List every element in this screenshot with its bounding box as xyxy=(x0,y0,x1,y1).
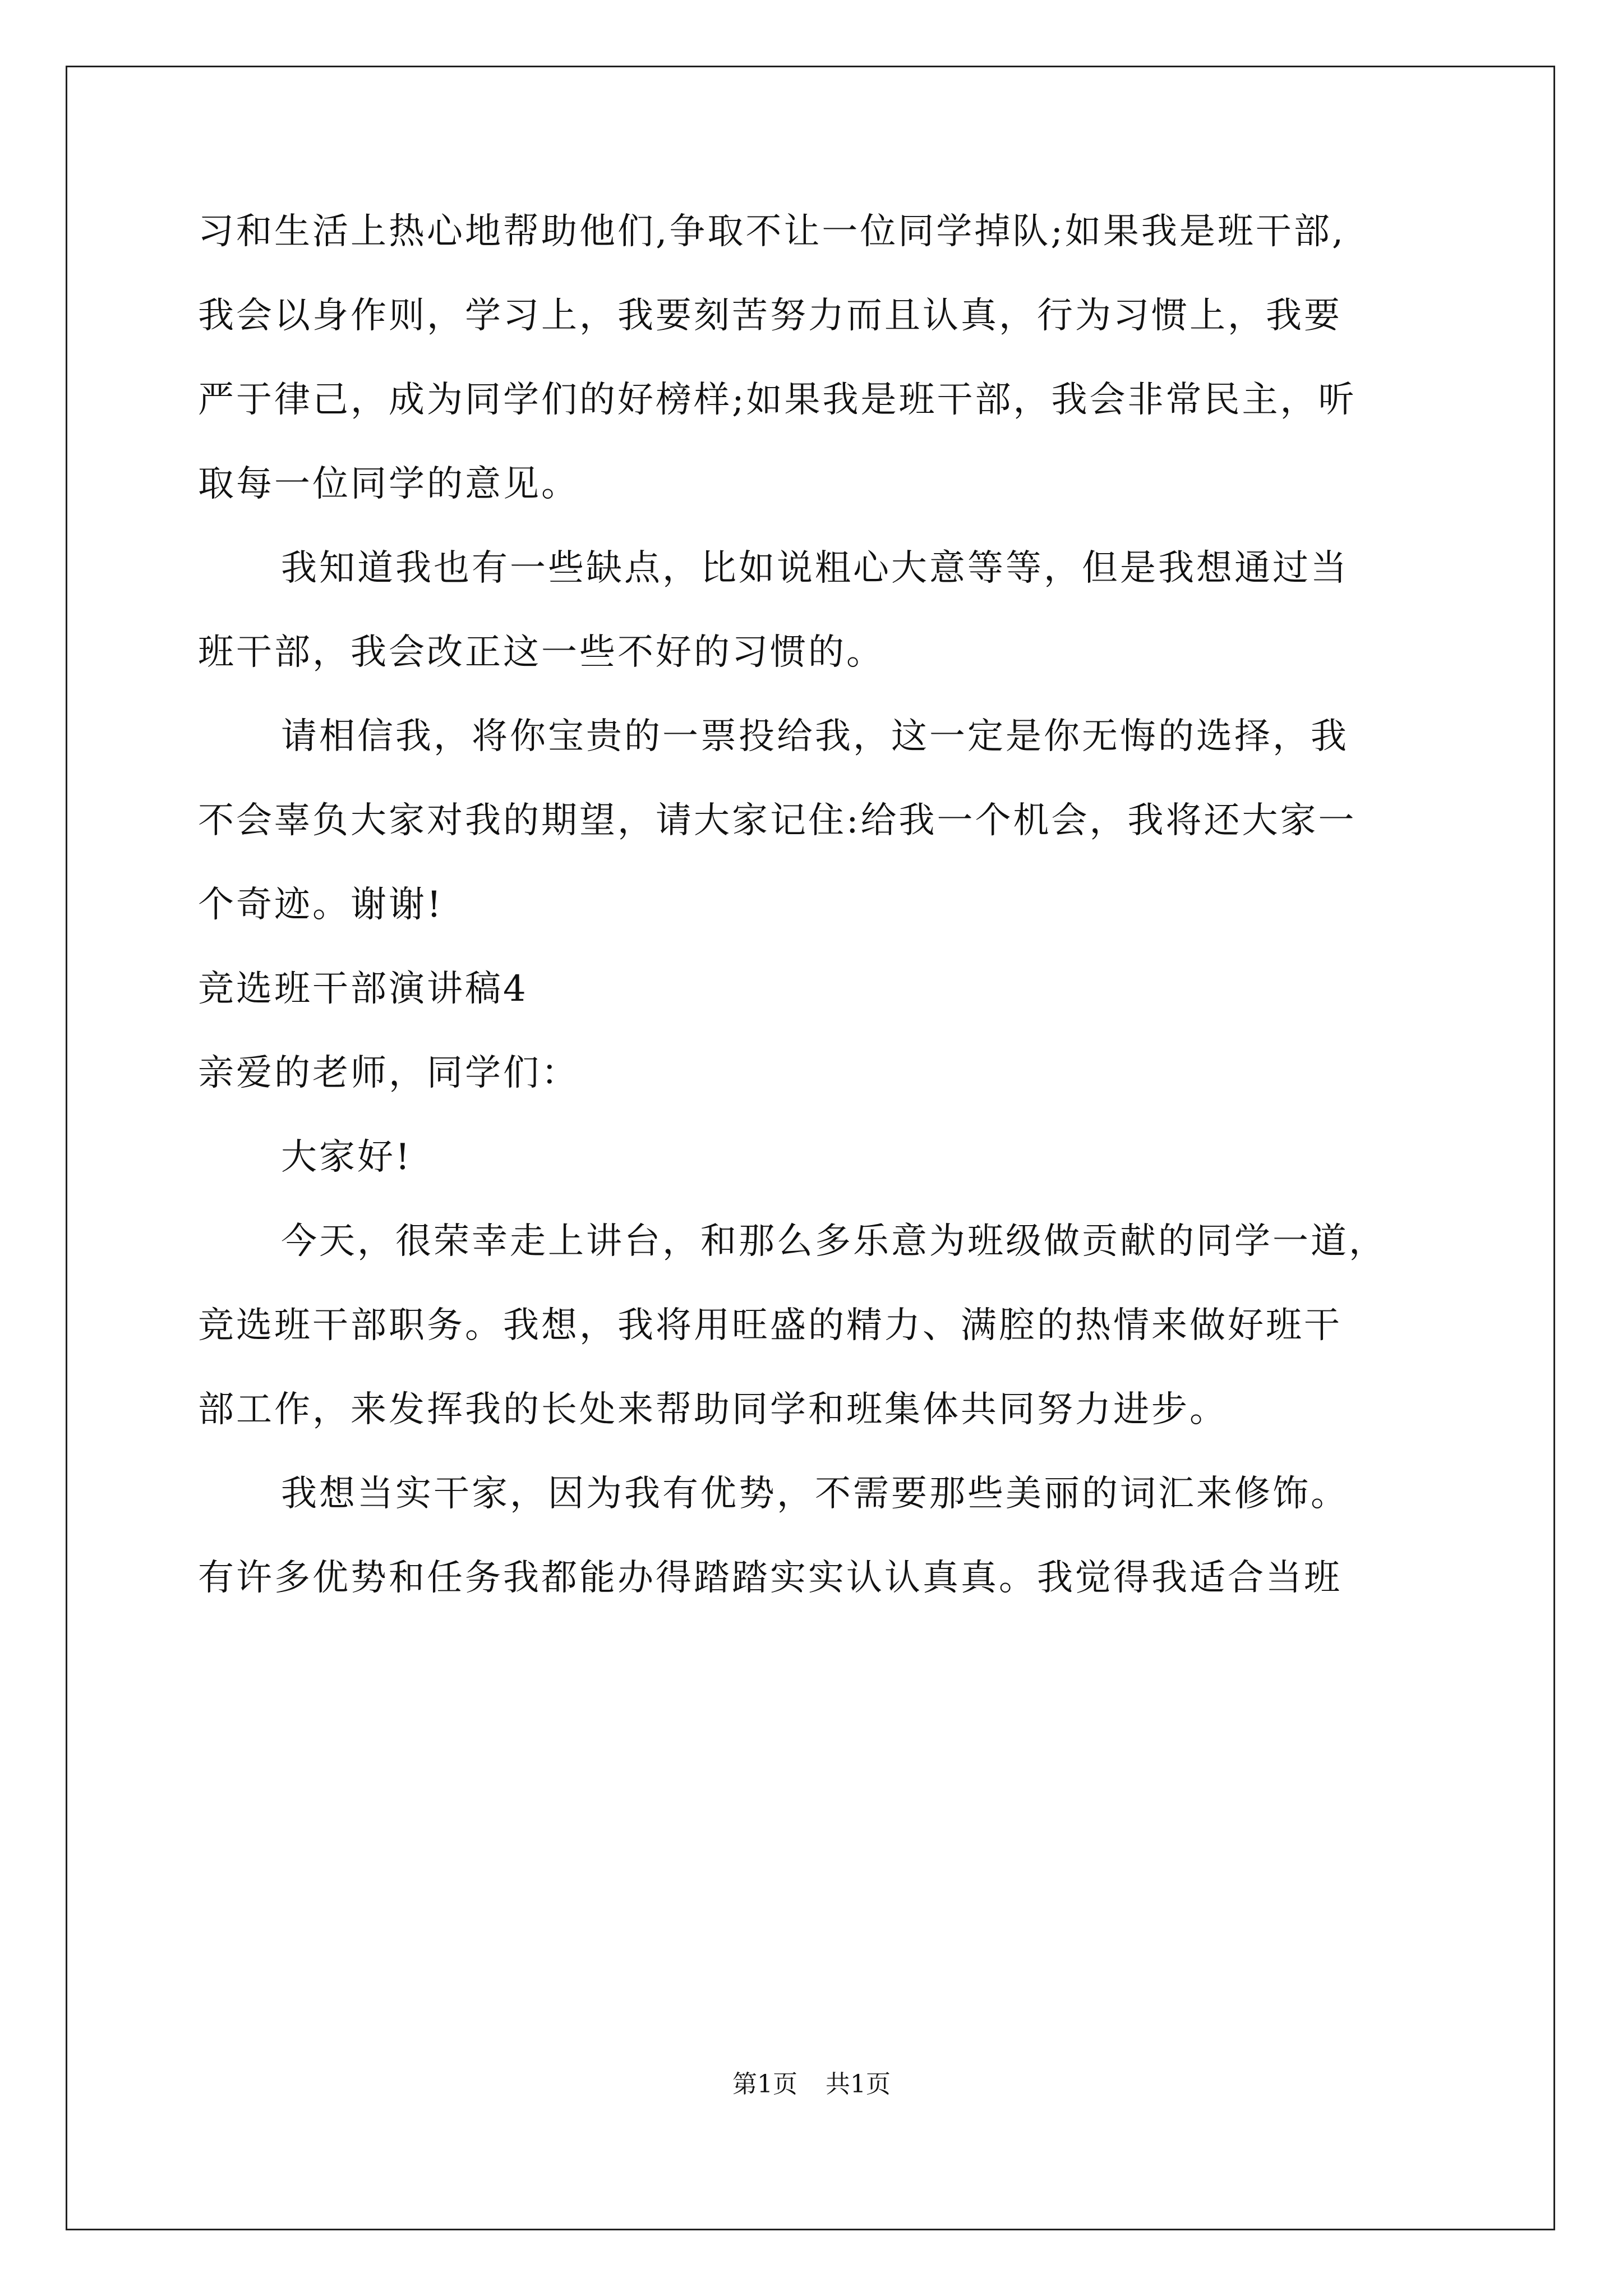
page-number: 第1页 xyxy=(732,2070,797,2099)
paragraph-first-line: 我想当实干家，因为我有优势，不需要那些美丽的词汇来修饰。 xyxy=(281,1473,1349,1515)
greeting: 大家好! xyxy=(281,1137,412,1178)
paragraph-first-line: 我知道我也有一些缺点，比如说粗心大意等等，但是我想通过当 xyxy=(281,547,1349,589)
text-line: 不会辜负大家对我的期望，请大家记住:给我一个机会，我将还大家一 xyxy=(198,800,1357,841)
text-line: 部工作，来发挥我的长处来帮助同学和班集体共同努力进步。 xyxy=(198,1389,1228,1430)
text-line: 个奇迹。谢谢! xyxy=(198,884,444,926)
text-line: 竞选班干部职务。我想，我将用旺盛的精力、满腔的热情来做好班干 xyxy=(198,1305,1342,1346)
text-line: 习和生活上热心地帮助他们,争取不让一位同学掉队;如果我是班干部, xyxy=(198,211,1346,252)
paragraph-first-line: 今天，很荣幸走上讲台，和那么多乐意为班级做贡献的同学一道， xyxy=(281,1221,1387,1262)
text-line: 严于律己，成为同学们的好榜样;如果我是班干部，我会非常民主，听 xyxy=(198,379,1357,421)
paragraph-first-line: 请相信我，将你宝贵的一票投给我，这一定是你无悔的选择，我 xyxy=(281,716,1349,757)
salutation: 亲爱的老师，同学们： xyxy=(198,1052,579,1094)
text-line: 有许多优势和任务我都能办得踏踏实实认认真真。我觉得我适合当班 xyxy=(198,1557,1342,1599)
page-total: 共1页 xyxy=(826,2070,891,2099)
text-line: 取每一位同学的意见。 xyxy=(198,463,579,505)
section-heading: 竞选班干部演讲稿4 xyxy=(198,968,528,1010)
text-line: 我会以身作则，学习上，我要刻苦努力而且认真，行为习惯上，我要 xyxy=(198,295,1342,337)
text-line: 班干部，我会改正这一些不好的习惯的。 xyxy=(198,632,884,673)
page-footer xyxy=(0,2070,1623,2099)
